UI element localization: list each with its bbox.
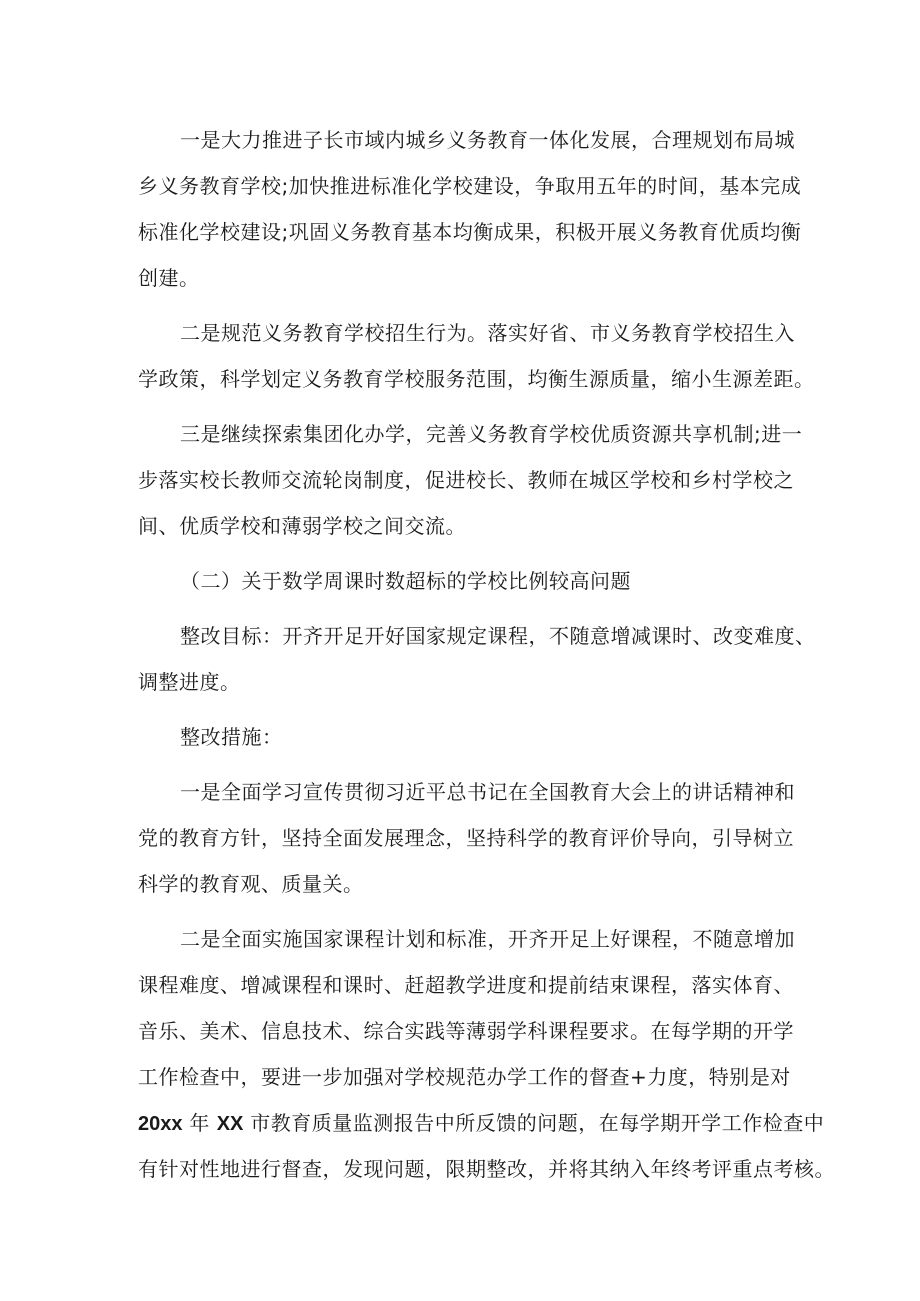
text-line: 二是全面实施国家课程计划和标准，开齐开足上好课程，不随意增加 — [180, 927, 795, 951]
text-line: 整改目标：开齐开足开好国家规定课程，不随意增减课时、改变难度、 — [180, 624, 816, 648]
year-suffix-text: 年 — [182, 1111, 217, 1135]
text-line: 党的教育方针，坚持全面发展理念，坚持科学的教育评价导向，引导树立 — [138, 826, 794, 850]
text-line: 有针对性地进行督查，发现问题，限期整改，并将其纳入年终考评重点考核。 — [138, 1157, 835, 1181]
text-line: 调整进度。 — [138, 670, 241, 694]
text-line: 音乐、美术、信息技术、综合实践等薄弱学科课程要求。在每学期的开学 — [138, 1019, 794, 1043]
text-line: 科学的教育观、质量关。 — [138, 872, 364, 896]
text-line: 整改措施： — [180, 725, 283, 749]
text-line: 一是大力推进子长市域内城乡义务教育一体化发展，合理规划布局城 — [180, 128, 795, 152]
text-line: 三是继续探索集团化办学，完善义务教育学校优质资源共享机制;进一 — [180, 422, 803, 446]
line-rest-text: 市教育质量监测报告中所反馈的问题，在每学期开学工作检查中 — [243, 1111, 825, 1135]
text-line: 课程难度、增减课程和课时、赶超教学进度和提前结束课程，落实体育、 — [138, 973, 794, 997]
paragraph-goal — [138, 613, 816, 705]
text-line: 一是全面学习宣传贯彻习近平总书记在全国教育大会上的讲话精神和 — [180, 780, 795, 804]
paragraph-3 — [138, 411, 803, 549]
paragraph-measures-label — [138, 714, 790, 760]
paragraph-measure-2 — [138, 916, 835, 1192]
document-body — [138, 117, 835, 1192]
text-line: 工作检查中，要进一步加强对学校规范办学工作的督查+力度，特别是对 — [138, 1065, 791, 1089]
paragraph-2 — [138, 310, 815, 402]
paragraph-measure-1 — [138, 769, 795, 907]
heading-text: （二）关于数学周课时数超标的学校比例较高问题 — [180, 569, 631, 593]
year-text: 20xx — [138, 1113, 183, 1135]
section-heading — [138, 558, 790, 604]
text-line: 间、优质学校和薄弱学校之间交流。 — [138, 514, 466, 538]
text-line: 学政策，科学划定义务教育学校服务范围，均衡生源质量，缩小生源差距。 — [138, 367, 815, 391]
text-line: 步落实校长教师交流轮岗制度，促进校长、教师在城区学校和乡村学校之 — [138, 468, 794, 492]
text-line: 二是规范义务教育学校招生行为。落实好省、市义务教育学校招生入 — [180, 321, 795, 345]
paragraph-1 — [138, 117, 802, 301]
text-line: 标准化学校建设;巩固义务教育基本均衡成果，积极开展义务教育优质均衡 — [138, 220, 802, 244]
text-line: 乡义务教育学校;加快推进标准化学校建设，争取用五年的时间，基本完成 — [138, 174, 802, 198]
city-text: XX — [216, 1113, 244, 1135]
text-line — [138, 1100, 825, 1146]
text-line: 创建。 — [138, 266, 200, 290]
